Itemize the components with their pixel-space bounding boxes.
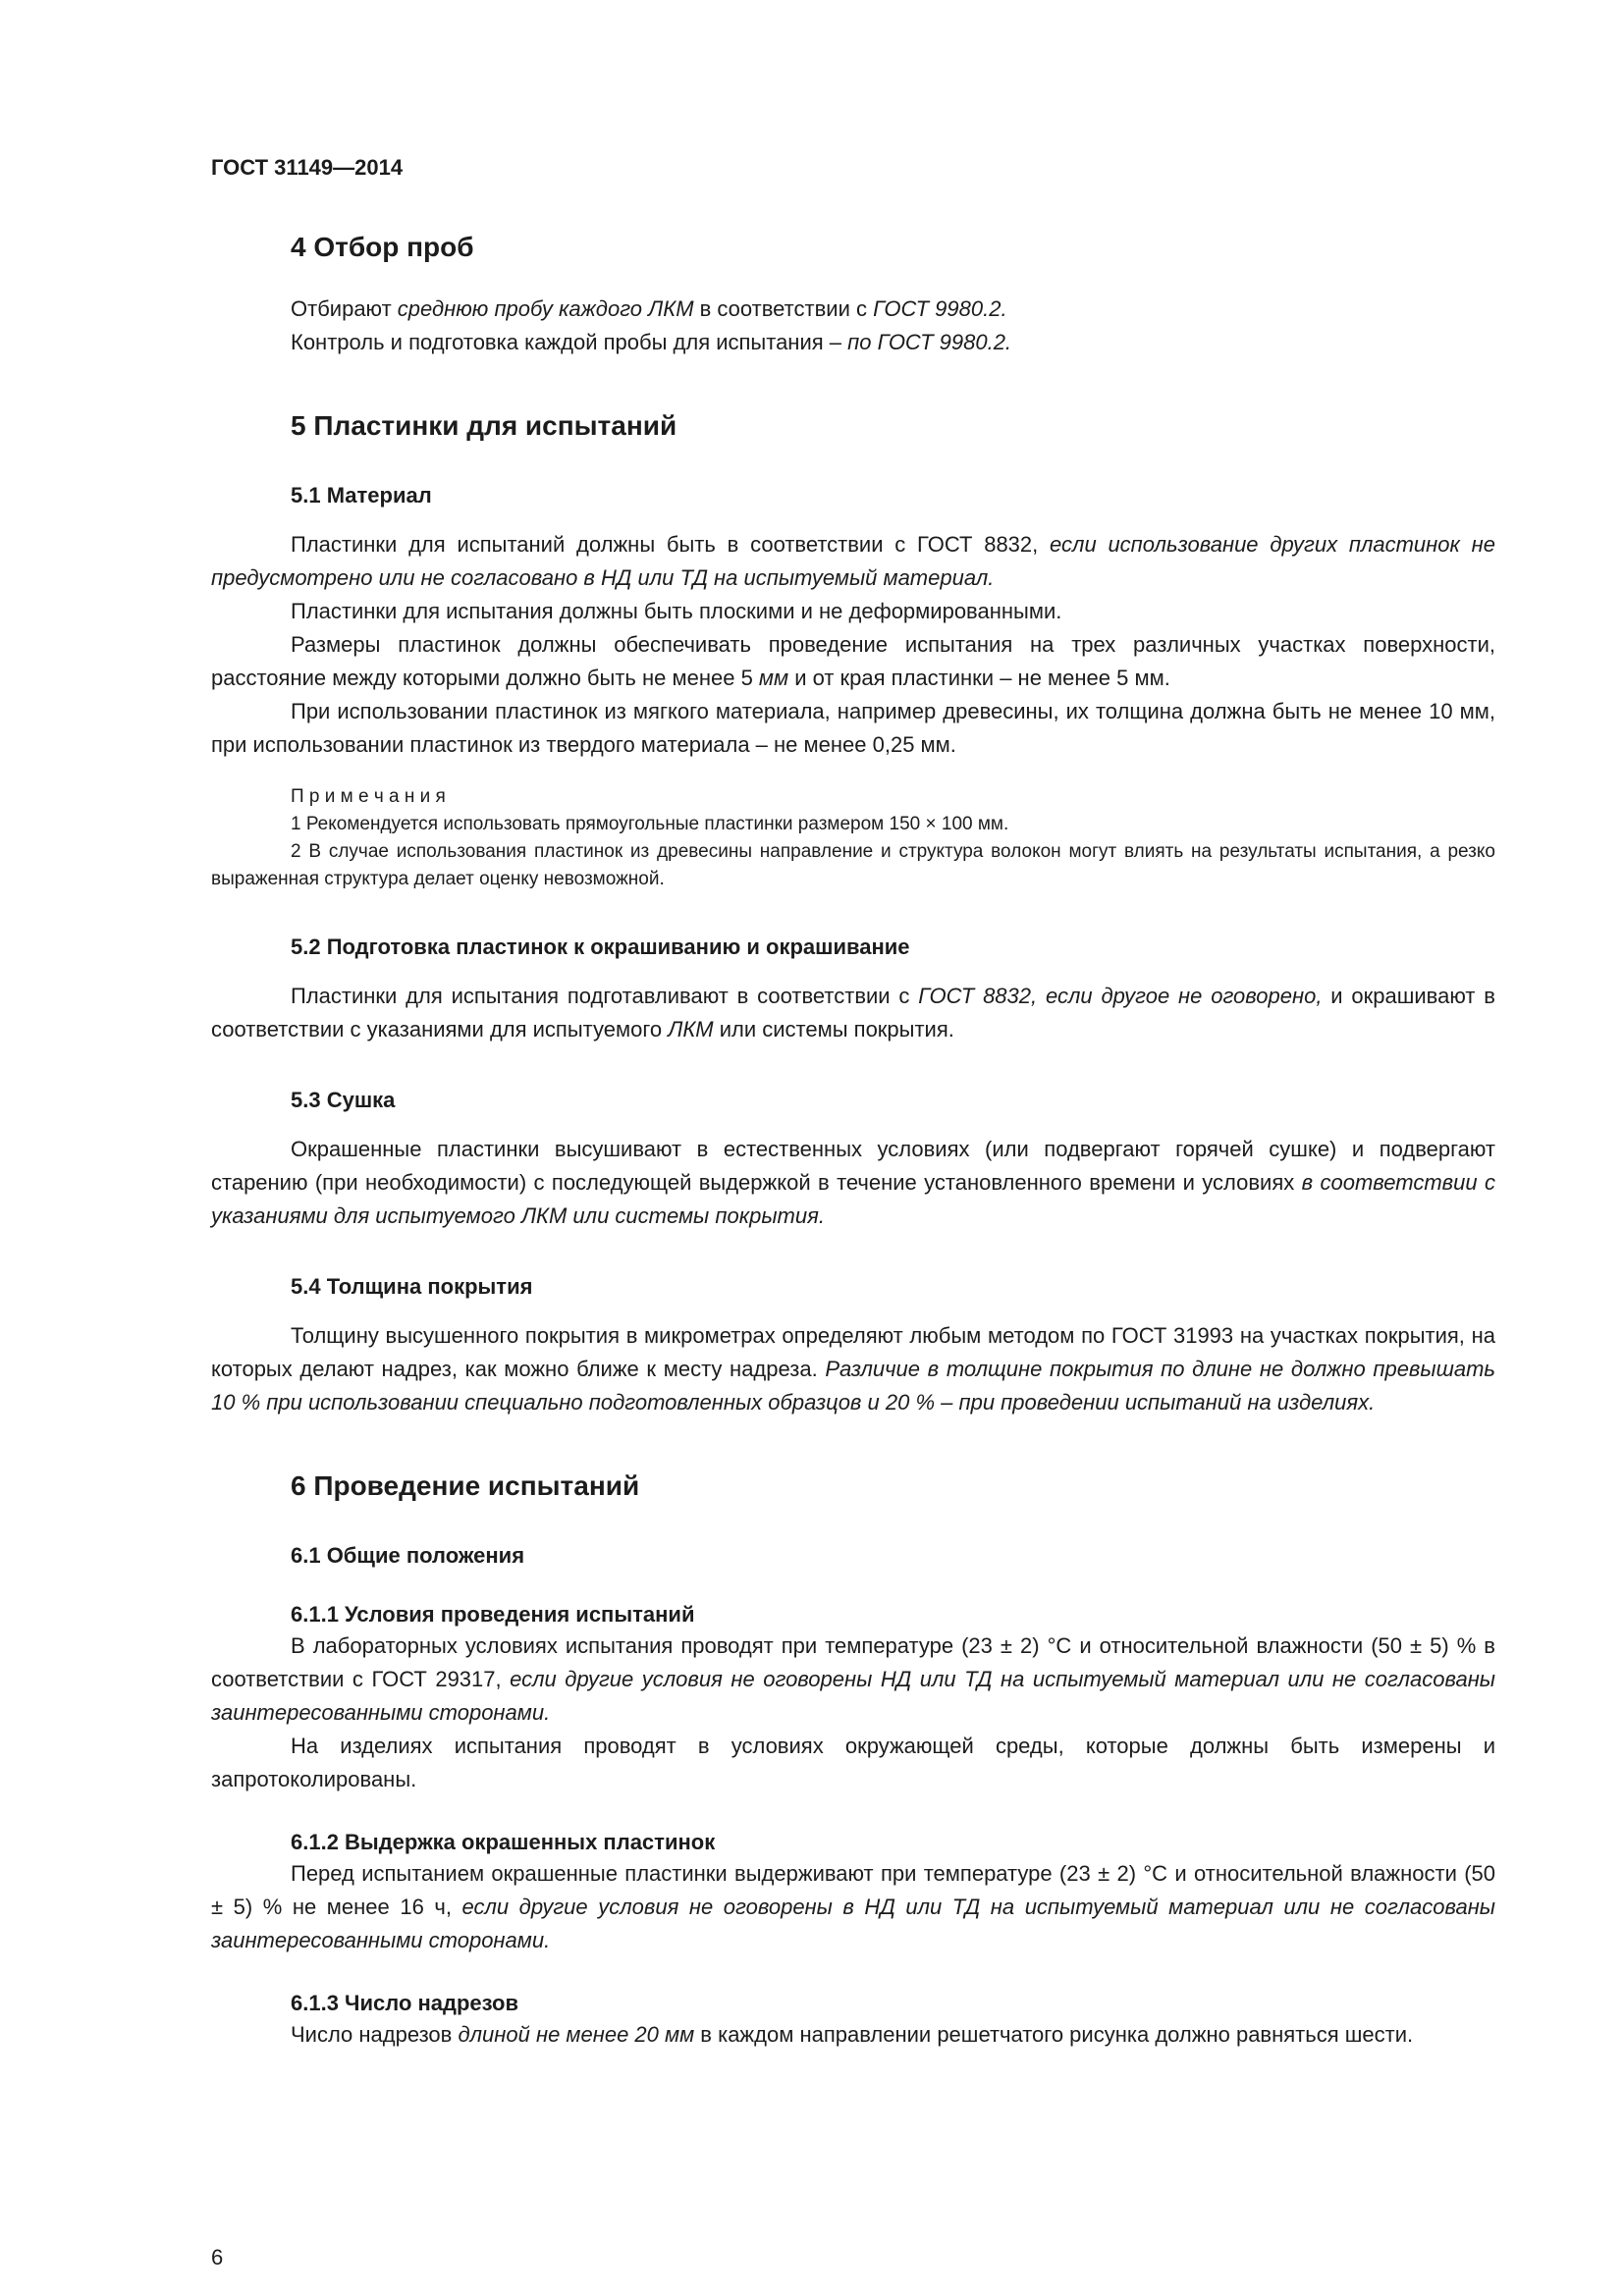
text-run: 5.4 Толщина покрытия: [291, 1274, 533, 1299]
text-run: Число надрезов: [291, 2022, 459, 2047]
body-paragraph: [211, 528, 1495, 595]
clause-heading-6-1-1: [211, 1602, 1495, 1628]
body-paragraph: [211, 595, 1495, 628]
text-run: мм: [758, 666, 789, 690]
subsection-heading-5-4: [211, 1274, 1495, 1300]
text-run: 6.1 Общие положения: [291, 1543, 525, 1568]
text-run: если использование других пластинок не предусмотрено или не согласовано в НД или ТД на испытуемый материал.: [211, 532, 1495, 590]
text-run: 5.3 Сушка: [291, 1088, 396, 1112]
clause-heading-6-1-3: [211, 1991, 1495, 2016]
text-run: Пластинки для испытания подготавливают в соответствии с: [291, 984, 919, 1008]
text-run: ЛКМ: [668, 1017, 714, 1041]
text-run: 1 Рекомендуется использовать прямоугольные пластинки размером 150 × 100 мм.: [291, 814, 1009, 834]
body-paragraph: [211, 293, 1495, 326]
standard-number: ГОСТ 31149—2014: [211, 155, 404, 180]
text-run: 6 Проведение испытаний: [291, 1470, 640, 1501]
text-run: На изделиях испытания проводят в условиях окружающей среды, которые должны быть измерены и запротоколированы.: [211, 1734, 1495, 1791]
body-paragraph: [211, 2018, 1495, 2052]
document-body: [211, 232, 1495, 2052]
text-run: Толщину высушенного покрытия в микрометрах определяют любым методом по ГОСТ 31993 на участках покрытия, на которых делают надрез, как можно ближе к месту надреза.: [211, 1323, 1495, 1381]
body-paragraph: [211, 695, 1495, 762]
text-run: 6.1.1 Условия проведения испытаний: [291, 1602, 695, 1627]
text-run: Перед испытанием окрашенные пластинки выдерживают при температуре (23 ± 2) °С и относительной влажности (50 ± 5) % не менее 16 ч,: [211, 1861, 1495, 1919]
text-run: по ГОСТ 9980.2.: [847, 330, 1012, 354]
text-run: Контроль и подготовка каждой пробы для испытания –: [291, 330, 848, 354]
clause-heading-6-1-2: [211, 1830, 1495, 1855]
text-run: Пластинки для испытания должны быть плоскими и не деформированными.: [291, 599, 1062, 623]
text-run: если другие условия не оговорены НД или ТД на испытуемый материал или не согласованы заинтересованными сторонами.: [211, 1667, 1495, 1725]
text-run: Пластинки для испытаний должны быть в соответствии с ГОСТ 8832,: [291, 532, 1051, 557]
text-run: ГОСТ 9980.2.: [873, 296, 1007, 321]
text-run: если другие условия не оговорены в НД или ТД на испытуемый материал или не согласованы заинтересованными сторонами.: [211, 1895, 1495, 1952]
body-paragraph: [211, 1730, 1495, 1796]
body-paragraph: [211, 980, 1495, 1046]
text-run: ГОСТ 8832, если другое не оговорено,: [918, 984, 1323, 1008]
text-run: 6.1.3 Число надрезов: [291, 1991, 519, 2015]
text-run: Различие в толщине покрытия по длине не должно превышать 10 % при использовании специально подготовленных образцов и 20 % – при проведении испытаний на изделиях.: [211, 1357, 1495, 1415]
text-run: Размеры пластинок должны обеспечивать проведение испытания на трех различных участках поверхности, расстояние между которыми должно быть не менее 5: [211, 632, 1495, 690]
text-run: При использовании пластинок из мягкого материала, например древесины, их толщина должна быть не менее 10 мм, при использовании пластинок из твердого материала – не менее 0,25 мм.: [211, 699, 1495, 757]
text-run: В лабораторных условиях испытания проводят при температуре (23 ± 2) °С и относительной влажности (50 ± 5) % в соответствии с ГОСТ 29317,: [211, 1633, 1495, 1691]
section-heading-6: [211, 1470, 1495, 1502]
body-paragraph: [211, 1857, 1495, 1957]
subsection-heading-6-1: [211, 1543, 1495, 1569]
text-run: и окрашивают в соответствии с указаниями для испытуемого: [211, 984, 1495, 1041]
text-run: 5.1 Материал: [291, 483, 432, 507]
text-run: 5.2 Подготовка пластинок к окрашиванию и окрашивание: [291, 934, 910, 959]
notes-heading: [211, 783, 1495, 811]
section-heading-5: [211, 410, 1495, 442]
text-run: в соответствии с указаниями для испытуемого ЛКМ или системы покрытия.: [211, 1170, 1495, 1228]
body-paragraph: [211, 1319, 1495, 1419]
text-run: и от края пластинки – не менее 5 мм.: [788, 666, 1170, 690]
subsection-heading-5-1: [211, 483, 1495, 508]
section-heading-4: [211, 232, 1495, 263]
text-run: в соответствии с: [693, 296, 874, 321]
subsection-heading-5-3: [211, 1088, 1495, 1113]
text-run: или системы покрытия.: [713, 1017, 954, 1041]
body-paragraph: [211, 1133, 1495, 1233]
body-paragraph: [211, 326, 1495, 359]
text-run: 5 Пластинки для испытаний: [291, 410, 677, 441]
text-run: среднюю пробу каждого ЛКМ: [397, 296, 694, 321]
subsection-heading-5-2: [211, 934, 1495, 960]
text-run: 6.1.2 Выдержка окрашенных пластинок: [291, 1830, 716, 1854]
text-run: в каждом направлении решетчатого рисунка должно равняться шести.: [694, 2022, 1414, 2047]
text-run: длиной не менее 20 мм: [458, 2022, 695, 2047]
text-run: 2 В случае использования пластинок из древесины направление и структура волокон могут влиять на результаты испытания, а резко выраженная структура делает оценку невозможной.: [211, 841, 1495, 889]
page-number: 6: [211, 2245, 224, 2269]
note-paragraph: [211, 811, 1495, 838]
note-paragraph: [211, 838, 1495, 893]
text-run: П р и м е ч а н и я: [291, 786, 446, 807]
body-paragraph: [211, 628, 1495, 695]
text-run: 4 Отбор проб: [291, 232, 474, 262]
text-run: Отбирают: [291, 296, 398, 321]
text-run: Окрашенные пластинки высушивают в естественных условиях (или подвергают горячей сушке) и подвергают старению (при необходимости) с последующей выдержкой в течение установленного времени и условиях: [211, 1137, 1495, 1195]
body-paragraph: [211, 1629, 1495, 1730]
